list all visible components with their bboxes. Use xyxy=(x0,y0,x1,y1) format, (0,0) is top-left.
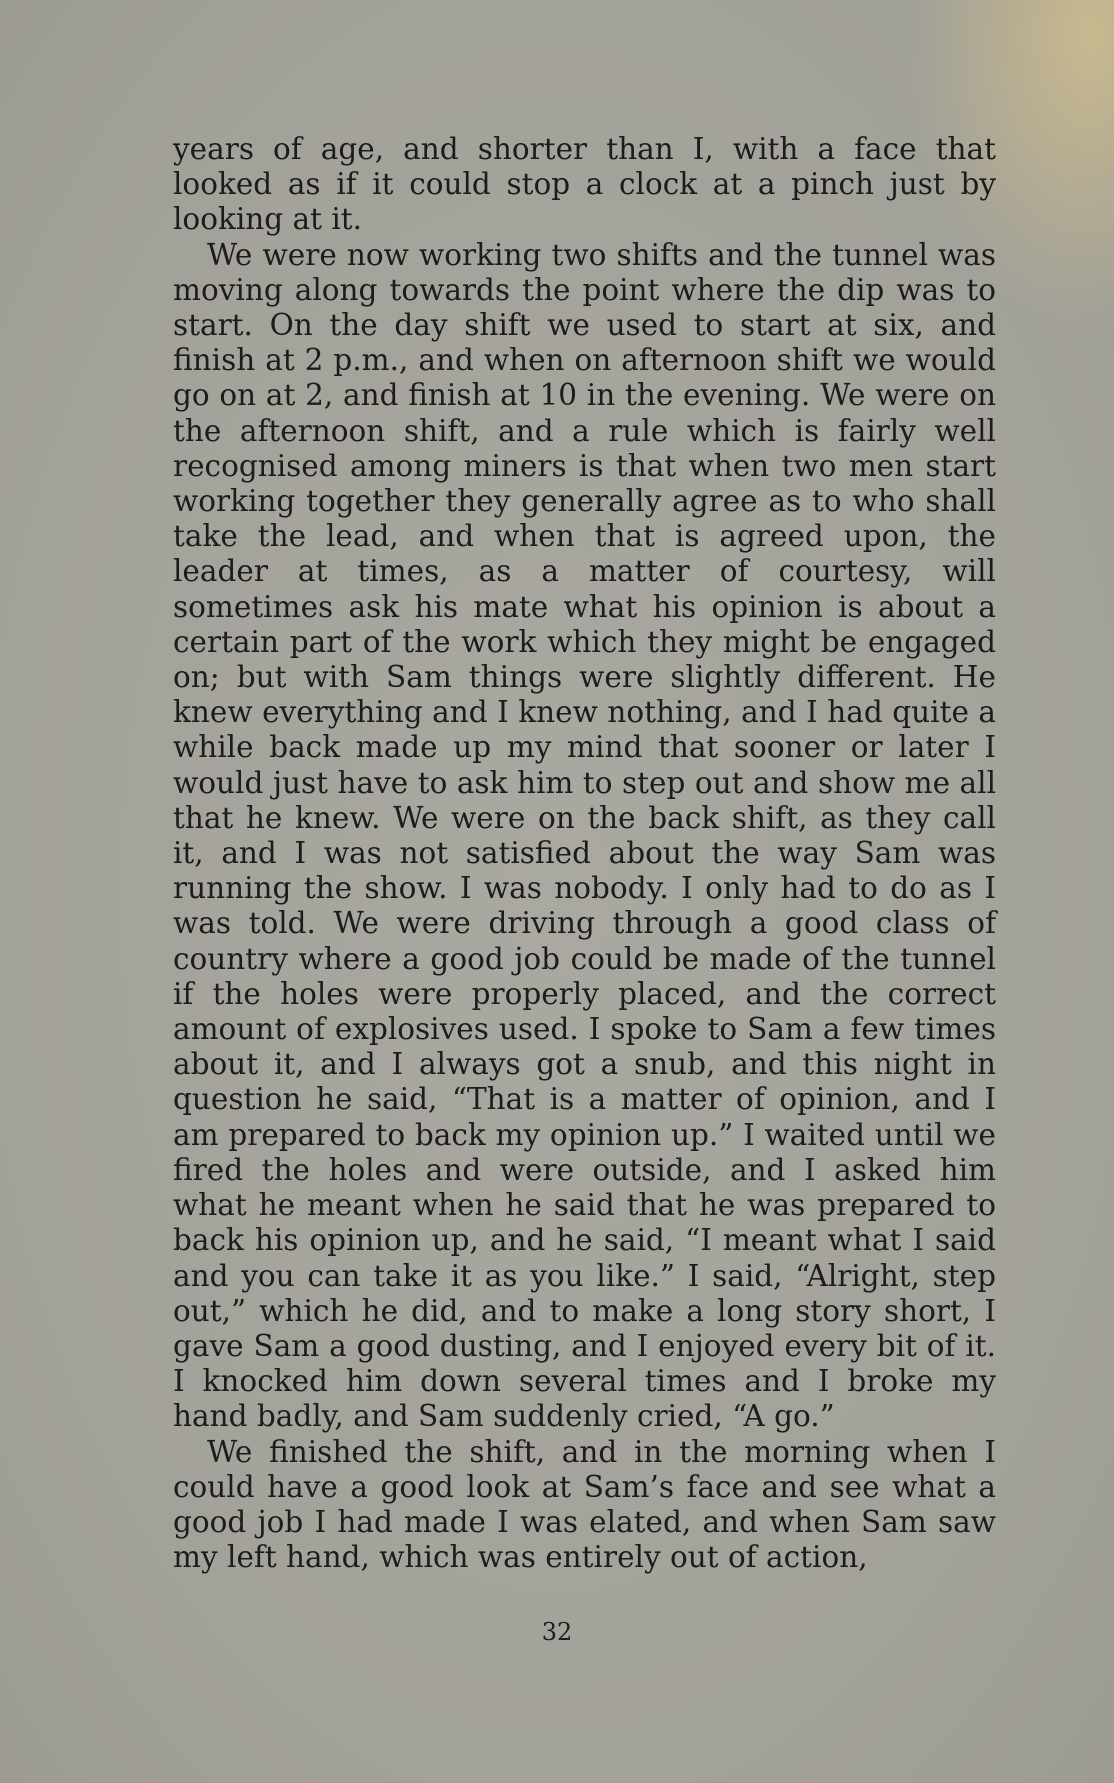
paragraph-fight: We were now working two shifts and the tunnel was moving along towards the point where the dip was to start. On the day shift we used to start at six, and finish at 2 p.m., and when on afternoon shift we would go on at 2, and finish at 10 in the evening. We were on the afternoon shift, and a rule which is fairly well recognised among miners is that when two men start working together they generally agree as to who shall take the lead, and when that is agreed upon, the leader at times, as a matter of courtesy, will sometimes ask his mate what his opinion is about a certain part of the work which they might be engaged on; but with Sam things were slightly different. He knew everything and I knew nothing, and I had quite a while back made up my mind that sooner or later I would just have to ask him to step out and show me all that he knew. We were on the back shift, as they call it, and I was not satisfied about the way Sam was running the show. I was nobody. I only had to do as I was told. We were driving through a good class of country where a good job could be made of the tunnel if the holes were properly placed, and the correct amount of explosives used. I spoke to Sam a few times about it, and I always got a snub, and this night in question he said, “That is a matter of opinion, and I am prepared to back my opinion up.” I waited until we fired the holes and were outside, and I asked him what he meant when he said that he was prepared to back his opinion up, and he said, “I meant what I said and you can take it as you like.” I said, “Alright, step out,” which he did, and to make a long story short, I gave Sam a good dusting, and I enjoyed every bit of it. I knocked him down several times and I broke my hand badly, and Sam suddenly cried, “A go.” xyxy=(173,237,996,1434)
paragraph-continued: years of age, and shorter than I, with a face that looked as if it could stop a clock at a pinch just by looking at it. xyxy=(173,132,996,237)
paragraph-morning: We finished the shift, and in the morning when I could have a good look at Sam’s face and see what a good job I had made I was elated, and when Sam saw my left hand, which was entirely out of action, xyxy=(173,1434,996,1575)
body-text xyxy=(173,132,996,1575)
page-number: 32 xyxy=(541,1618,573,1646)
